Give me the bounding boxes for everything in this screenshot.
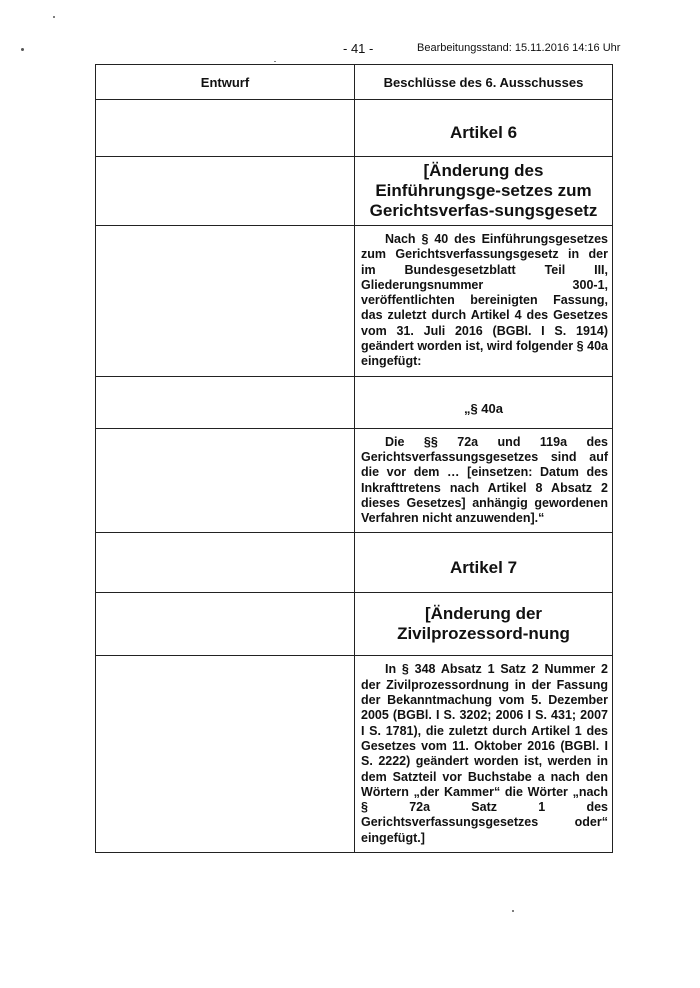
draft-cell <box>96 157 355 226</box>
page-header <box>0 38 700 58</box>
amendment-paragraph: Nach § 40 des Einführungsgesetzes zum Gerichtsverfassungsgesetz in der im Bundesgesetzblatt Teil III, Gliederungsnummer 300-1, veröffentlichten bereinigten Fassung, das zuletzt durch Artikel 4 des Gesetzes vom 31. Juli 2016 (BGBl. I S. 1914) geändert worden ist, wird folgender § 40a eingefügt: <box>361 232 608 369</box>
amendment-text <box>355 428 613 533</box>
table-row <box>96 376 613 428</box>
draft-cell <box>96 376 355 428</box>
draft-cell <box>96 226 355 377</box>
column-header-draft: Entwurf <box>96 65 355 100</box>
section-heading: „§ 40a <box>355 376 613 428</box>
amendment-paragraph: In § 348 Absatz 1 Satz 2 Nummer 2 der Zivilprozessordnung in der Fassung der Bekanntmachung vom 5. Dezember 2005 (BGBl. I S. 3202; 2006 I S. 431; 2007 I S. 1781), die zuletzt durch Artikel 1 des Gesetzes vom 11. Oktober 2016 (BGBl. I S. 2222) geändert worden ist, werden in dem Satzteil vor Buchstabe a nach den Wörtern „der Kammer“ die Wörter „nach § 72a Satz 1 des Gerichtsverfassungsgesetzes oder“ eingefügt.] <box>361 662 608 845</box>
article-title-text: [Änderung des Einführungsge-setzes zum Gerichtsverfas-sungsgesetz <box>369 161 598 220</box>
revision-status: Bearbeitungsstand: 15.11.2016 14:16 Uhr <box>417 42 621 54</box>
draft-cell <box>96 656 355 853</box>
page-number: - 41 - <box>343 41 374 56</box>
amendment-text <box>355 226 613 377</box>
article-title-text: [Änderung der Zivilprozessord-nung <box>397 604 570 644</box>
article-title <box>355 157 613 226</box>
column-header-resolutions: Beschlüsse des 6. Ausschusses <box>355 65 613 100</box>
draft-cell <box>96 593 355 656</box>
article-heading: Artikel 6 <box>355 100 613 157</box>
table-row <box>96 226 613 377</box>
table-row <box>96 157 613 226</box>
scan-speck <box>53 16 55 18</box>
draft-cell <box>96 428 355 533</box>
scan-speck <box>21 48 24 51</box>
synopsis-table <box>95 64 613 853</box>
scan-speck <box>512 910 514 912</box>
table-header-row <box>96 65 613 100</box>
table-row <box>96 656 613 853</box>
table-row <box>96 428 613 533</box>
draft-cell <box>96 100 355 157</box>
article-title <box>355 593 613 656</box>
article-heading: Artikel 7 <box>355 533 613 593</box>
amendment-paragraph: Die §§ 72a und 119a des Gerichtsverfassungsgesetzes sind auf die vor dem … [einsetzen: Datum des Inkrafttretens nach Artikel 8 Absatz 2 dieses Gesetzes] anhängig gewordenen Verfahren nicht anzuwenden].“ <box>361 434 608 526</box>
table-row <box>96 533 613 593</box>
draft-cell <box>96 533 355 593</box>
table-row <box>96 593 613 656</box>
scan-speck <box>274 61 276 62</box>
amendment-text <box>355 656 613 853</box>
table-row <box>96 100 613 157</box>
